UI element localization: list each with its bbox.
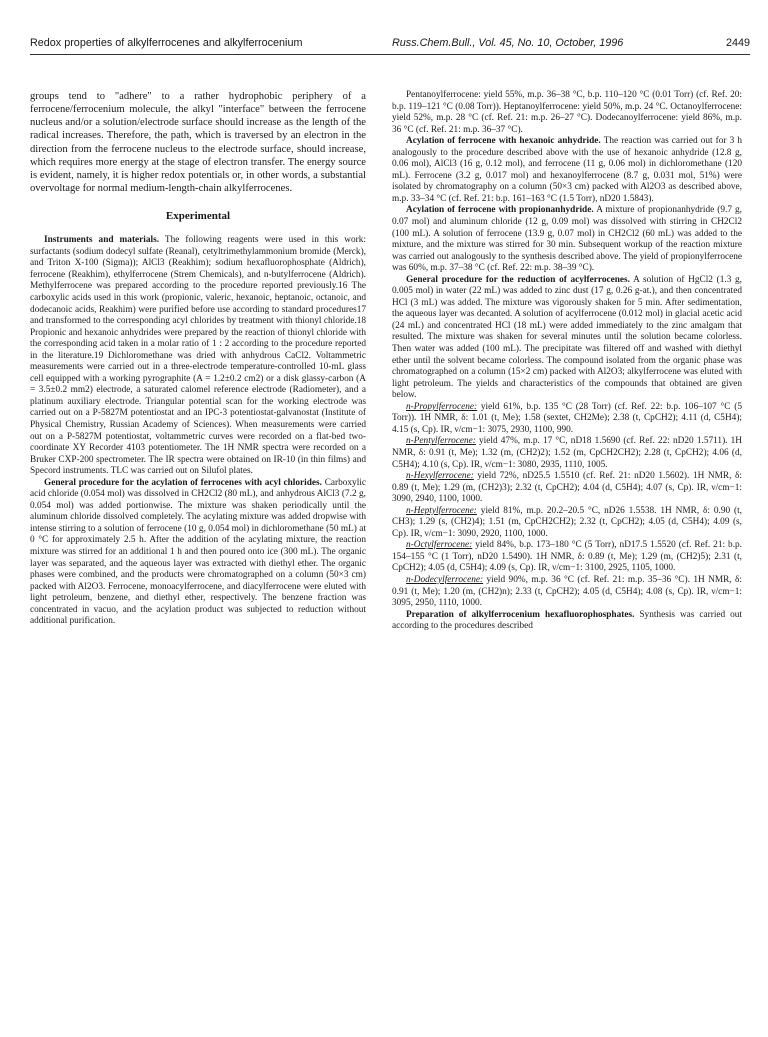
reduction-paragraph (392, 275, 742, 402)
right-column (392, 90, 742, 633)
propyl-paragraph (392, 402, 742, 437)
pentyl-text: yield 47%, m.p. 17 °C, nD18 1.5690 (cf. Ref. 22: nD20 1.5711). 1H NMR, δ: 0.91 (t, Me); 1.32 (m, (CH2)2); 1.52 (m, CpCH2CH2); 2.28 (t, CpCH2); 4.06 (d, C5H4); 4.10 (s, Cp). IR, ν/cm−1: 3080, 2935, 1110, 1005. (392, 436, 742, 470)
propionic-text: A mixture of propionanhydride (9.7 g, 0.07 mol) and aluminum chloride (12 g, 0.09 mol) was dissolved with stirring in CH2Cl2 (100 mL). A solution of ferrocene (13.9 g, 0.07 mol) in CH2Cl2 (60 mL) was added to the mixture, and the mixture was stirred for 30 min. Subsequent workup of the reaction mixture was carried out analogously to the synthesis described above. The yield of propionylferrocene was 60%, m.p. 37–38 °C (cf. Ref. 22: m.p. 38–39 °C). (392, 205, 742, 274)
propyl-compound-name: n-Propylferrocene: (406, 401, 478, 412)
dodecyl-text: yield 90%, m.p. 36 °C (cf. Ref. 21: m.p. 35–36 °C). 1H NMR, δ: 0.91 (t, Me); 1.20 (m, (CH2)n); 2.33 (t, CpCH2); 4.05 (d, C5H4); 4.08 (s, Cp). IR, ν/cm−1: 3095, 2950, 1110, 1000. (392, 574, 743, 609)
pentyl-compound-name: n-Pentylferrocene: (406, 436, 476, 447)
octyl-text: yield 84%, b.p. 173–180 °C (5 Torr), nD17.5 1.5520 (cf. Ref. 21: b.p. 154–155 °C (1 Torr), nD20 1.5490). 1H NMR, δ: 0.89 (t, Me); 1.29 (m, (CH2)5); 2.31 (t, CpCH2); 4.05 (d, C5H4); 4.09 (s, Cp). IR, ν/cm−1: 3100, 2925, 1105, 1000. (392, 540, 743, 574)
pentyl-paragraph (392, 436, 742, 471)
running-head-journal: Russ.Chem.Bull., Vol. 45, No. 10, October, 1996 (392, 37, 624, 49)
acyl-yields-paragraph: Pentanoylferrocene: yield 55%, m.p. 36–38 °C, b.p. 110–120 °C (0.01 Torr) (cf. Ref. 20: b.p. 119–121 °C (0.08 Torr)). Heptanoylferrocene: yield 50%, m.p. 24 °C. Octanoylferrocene: yield 52%, m.p. 28 °C (cf. Ref. 21: m.p. 26–27 °C). Dodecanoylferrocene: yield 86%, m.p. 36 °C (cf. Ref. 21: m.p. 36–37 °C). (392, 90, 742, 135)
heptyl-paragraph (392, 506, 742, 541)
hexanoic-heading: Acylation of ferrocene with hexanoic anhydride. (406, 136, 601, 147)
section-heading-experimental: Experimental (165, 210, 231, 223)
instruments-text: The following reagents were used in this work: surfactants (sodium dodecyl sulfate (Reanal), cetyltrimethylammonium bromide (Merck), and Triton X-100 (Sigma)); AlCl3 (Reakhim); sodium hexafluorophosphate (Aldrich), ferrocene (Reakhim), ethylferrocene (Strem Chemicals), and n-butylferrocene (Aldrich). Methylferrocene was prepared according to the procedure reported previously.16 The carboxylic acids used in this work (propionic, valeric, hexanoic, heptanoic, octanoic, and dodecanoic acids, Reakhim) were purified before use according to standard procedures17 and transformed to the corresponding acyl chlorides by treatment with thionyl chloride.18 Propionic and hexanoic anhydrides were prepared by the reaction of thionyl chloride with the corresponding acid taken in a molar ratio of 1 : 2 according to the procedure reported in the literature.19 Dichloromethane was dried with anhydrous CaCl2. Voltammetric measurements were carried out in a three-electrode temperature-controlled 10-mL glass cell equipped with a working pyrographite (A = 1.2±0.2 cm2) or a disk glassy-carbon (A = 3.5±0.2 mm2) electrode, a saturated calomel reference electrode (Radiometer), and a platinum auxiliary electrode. Triangular potential scan for the working electrode was carried out on a P-5827M potentiostat and an IPC-3 potentiostat-galvanostat (Institute of Physical Chemistry, Russian Academy of Sciences). When measurements were carried out on a P-5827M potentiostat, voltammetric curves were recorded on a flat-bed two-coordinate XY Recorder 4103 potentiometer. The 1H NMR spectra were recorded on a Bruker CXP-200 spectrometer. The IR spectra were obtained on IR-10 (in thin films) and Specord instruments. TLC was carried out on Silufol plates. (30, 235, 366, 477)
reduction-heading: General procedure for the reduction of acylferrocenes. (406, 274, 630, 285)
octyl-paragraph (392, 540, 742, 575)
preparation-paragraph (392, 610, 742, 633)
propionic-heading: Acylation of ferrocene with propionanhydride. (406, 205, 594, 216)
dodecyl-paragraph (392, 575, 742, 610)
propionic-paragraph (392, 205, 742, 274)
running-head-title: Redox properties of alkylferrocenes and alkylferrocenium (30, 37, 303, 49)
hexyl-text: yield 72%, nD25.5 1.5510 (cf. Ref. 21: nD20 1.5602). 1H NMR, δ: 0.89 (t, Me); 1.29 (m, (CH2)3); 2.32 (t, CpCH2); 4.04 (d, C5H4); 4.07 (s, Cp). IR, ν/cm−1: 3090, 2940, 1100, 1000. (392, 471, 742, 505)
hexanoic-paragraph (392, 136, 742, 205)
running-head (30, 36, 750, 55)
page-number: 2449 (725, 37, 750, 49)
hexanoic-text: The reaction was carried out for 3 h analogously to the procedure described above with the use of hexanoic anhydride (12.8 g, 0.06 mol), AlCl3 (16 g, 0.12 mol), and ferrocene (11 g, 0.06 mol) in dichloromethane (120 mL). Ferrocene (3.2 g, 0.017 mol) and hexanoylferrocene (8.7 g, 0.031 mol, 51%) were isolated by chromatography on a column (50×3 cm) packed with Al2O3 as described above, m.p. 33–34 °C (cf. Ref. 21: b.p. 161–163 °C (1.5 Torr), nD20 1.5843). (392, 136, 742, 204)
intro-paragraph: groups tend to "adhere" to a rather hydrophobic periphery of a ferrocene/ferrocenium molecule, the alkyl "interface" between the ferrocene nucleus and/or a solution/electrode surface should increase as the length of the radical increases. Therefore, the path, which is traversed by an electron in the direction from the ferrocene nucleus to the electrode surface, should increase, which requires more energy at the stage of electron transfer. The energy source is evident, namely, it is higher redox potentials or, in other words, a substantial overvoltage for normal medium-length-chain alkylferrocenes. (30, 91, 366, 195)
octyl-compound-name: n-Octylferrocene: (406, 540, 473, 551)
instruments-paragraph (30, 235, 366, 477)
intro-block (30, 90, 366, 195)
acylation-paragraph (30, 478, 366, 628)
acylation-text: Carboxylic acid chloride (0.054 mol) was dissolved in CH2Cl2 (80 mL), and anhydrous AlCl3 (7.2 g, 0.054 mol) was added portionwise. The mixture was shaken periodically until the aluminum chloride dissolved completely. The acylating mixture was added dropwise with intense stirring to a solution of ferrocene (10 g, 0.054 mol) in dichloromethane (50 mL) at 0 °C for approximately 2.5 h. After the addition of the acylating mixture, the reaction mixture was stirred for an additional 1 h and then poured onto ice (300 mL). The organic layer was separated, and the aqueous layer was extracted with diethyl ether. The organic phases were combined, and the products were chromatographed on a column (50×3 cm) packed with Al2O3. Ferrocene, monoacylferrocene, and diacylferrocene were eluted with light petroleum, benzene, and diethyl ether, respectively. The benzene fraction was concentrated in vacuo, and the acylation product was subjected to reduction without additional purification. (30, 477, 366, 627)
dodecyl-compound-name: n-Dodecylferrocene: (406, 574, 484, 585)
hexyl-paragraph (392, 471, 742, 506)
heptyl-text: yield 81%, m.p. 20.2–20.5 °C, nD26 1.5538. 1H NMR, δ: 0.90 (t, CH3); 1.29 (s, (CH2)4); 1.51 (m, CpCH2CH2); 2.32 (t, CpCH2); 4.05 (d, C5H4); 4.09 (s, Cp). IR, ν/cm−1: 3090, 2920, 1100, 1000. (392, 505, 743, 539)
heptyl-compound-name: n-Heptylferrocene: (406, 505, 477, 516)
instruments-heading: Instruments and materials. (44, 235, 160, 246)
hexyl-compound-name: n-Hexylferrocene: (406, 471, 474, 482)
propyl-text: yield 61%, b.p. 135 °C (28 Torr) (cf. Ref. 22: b.p. 106–107 °C (5 Torr)). 1H NMR, δ: 1.01 (t, Me); 1.58 (sextet, CH2Me); 2.38 (t, CpCH2); 4.11 (d, C5H4); 4.15 (s, Cp). IR, ν/cm−1: 3075, 2930, 1100, 990. (392, 401, 742, 435)
preparation-heading: Preparation of alkylferrocenium hexafluorophosphates. (406, 609, 635, 620)
acylation-heading: General procedure for the acylation of ferrocenes with acyl chlorides. (44, 477, 322, 488)
reduction-text: A solution of HgCl2 (1.3 g, 0.005 mol) in water (22 mL) was added to zinc dust (17 g, 0.26 g-at.), and then concentrated HCl (3 mL) was added. The mixture was vigorously shaken for 5 min. After sedimentation, the aqueous layer was decanted. A solution of acylferrocene (0.012 mol) in glacial acetic acid (24 mL) and concentrated HCl (18 mL) were added immediately to the zinc amalgam that resulted. The mixture was shaken for several minutes until the solution became colorless. Then water was added (100 mL). The precipitate was filtered off and washed with diethyl ether until the solvent became colorless. The compound isolated from the organic phase was chromatographed on a column (15×2 cm) packed with Al2O3; alkylferrocene was eluted with light petroleum. The yields and characteristics of the compounds that obtained are given below. (392, 274, 743, 401)
left-column (30, 90, 366, 628)
preparation-text: Synthesis was carried out according to the procedures described (392, 609, 743, 632)
